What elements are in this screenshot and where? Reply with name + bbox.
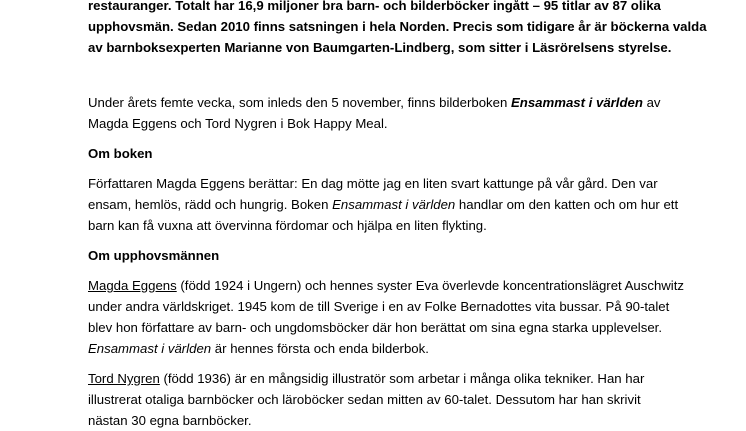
- document-page: [88, 0, 738, 431]
- eggens-line: blev hon författare av barn- och ungdomsböcker där hon berättat om sina egna starka upplevelser.: [88, 320, 662, 335]
- heading-about-authors: Om upphovsmännen: [88, 248, 220, 263]
- book-title: Ensammast i världen: [88, 341, 212, 356]
- nygren-line: Tord Nygren (född 1936) är en mångsidig illustratör som arbetar i många olika tekniker. Han har: [88, 371, 645, 386]
- week-paragraph: [88, 92, 738, 134]
- week-line: Magda Eggens och Tord Nygren i Bok Happy Meal.: [88, 116, 388, 131]
- about-book-line: ensam, hemlös, rädd och hungrig. Boken Ensammast i världen handlar om den katten och om hur ett: [88, 197, 679, 212]
- author-link-nygren[interactable]: Tord Nygren: [88, 371, 160, 386]
- nygren-line: illustrerat otaliga barnböcker och läroböcker sedan mitten av 60-talet. Dessutom har han skrivit: [88, 392, 641, 407]
- eggens-line: Magda Eggens (född 1924 i Ungern) och hennes syster Eva överlevde koncentrationslägret Auschwitz: [88, 278, 684, 293]
- about-book-paragraph: [88, 173, 738, 236]
- intro-line: upphovsmän. Sedan 2010 finns satsningen i hela Norden. Precis som tidigare år är böckerna valda: [88, 19, 707, 34]
- book-title: Ensammast i världen: [510, 95, 643, 110]
- week-line: Under årets femte vecka, som inleds den 5 november, finns bilderboken Ensammast i världen av: [88, 95, 661, 110]
- book-title: Ensammast i världen: [332, 197, 456, 212]
- about-book-line: Författaren Magda Eggens berättar: En dag mötte jag en liten svart kattunge på vår gård. Den var: [88, 176, 658, 191]
- nygren-line: nästan 30 egna barnböcker.: [88, 413, 252, 428]
- about-book-line: barn kan få vuxna att övervinna fördomar och hjälpa en liten flykting.: [88, 218, 487, 233]
- author-link-eggens[interactable]: Magda Eggens: [88, 278, 177, 293]
- heading-about-book: Om boken: [88, 146, 153, 161]
- eggens-paragraph: [88, 275, 738, 359]
- eggens-line: under andra världskriget. 1945 kom de till Sverige i en av Folke Bernadottes vita bussar. På 90-talet: [88, 299, 670, 314]
- intro-line: restauranger. Totalt har 16,9 miljoner bra barn- och bilderböcker ingått – 95 titlar av 87 olika: [88, 0, 661, 13]
- intro-paragraph: [88, 0, 738, 58]
- intro-line: av barnboksexperten Marianne von Baumgarten-Lindberg, som sitter i Läsrörelsens styrelse.: [88, 40, 672, 55]
- nygren-paragraph: [88, 368, 738, 431]
- eggens-line: Ensammast i världen är hennes första och enda bilderbok.: [88, 341, 429, 356]
